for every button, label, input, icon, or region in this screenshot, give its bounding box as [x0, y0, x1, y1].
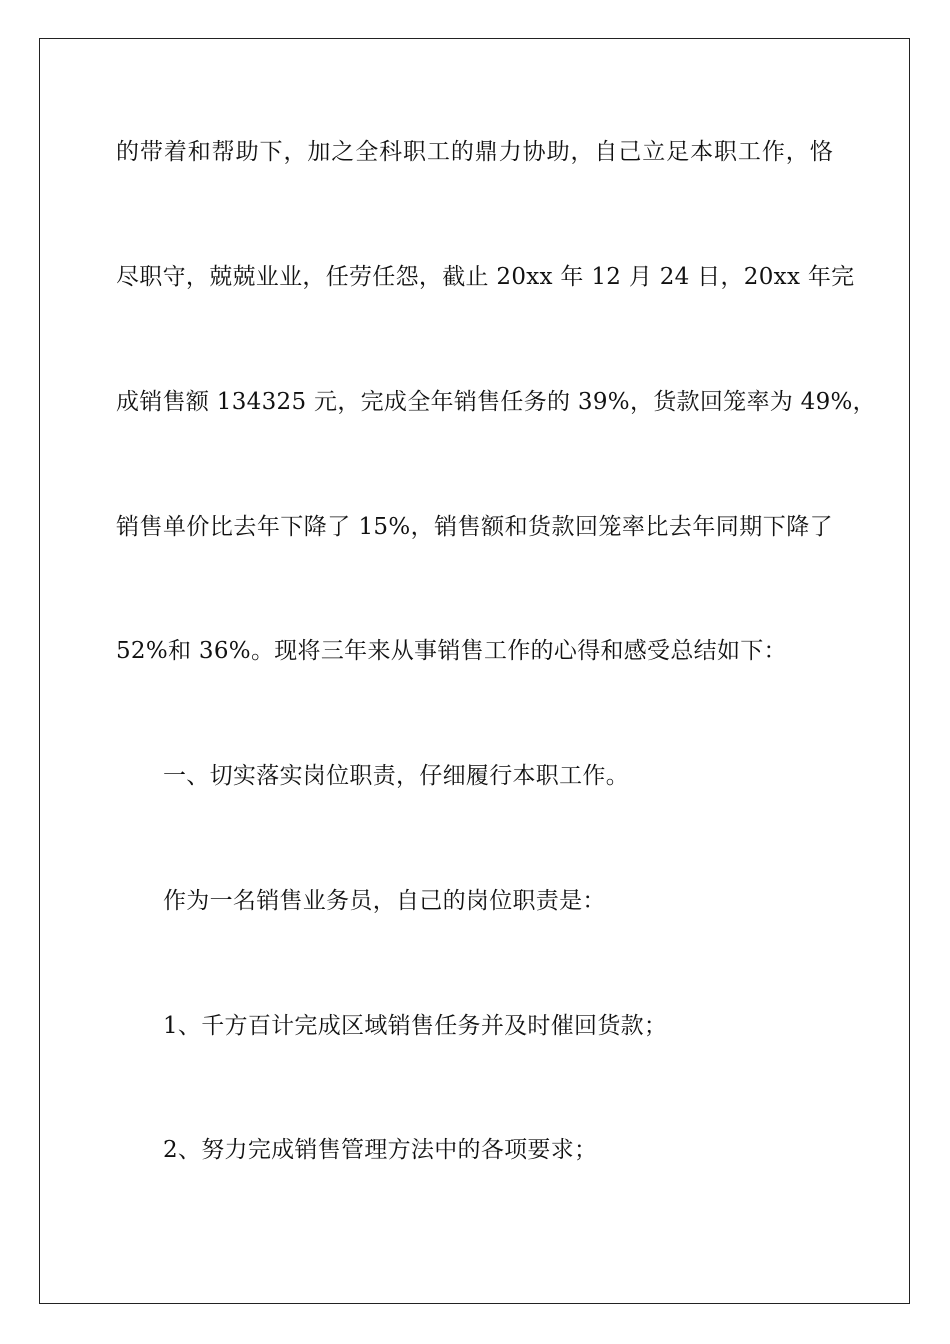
paragraph-text: 作为一名销售业务员，自己的岗位职责是：	[163, 888, 606, 914]
list-item: 2、努力完成销售管理方法中的各项要求；	[163, 1137, 598, 1163]
list-item: 1、千方百计完成区域销售任务并及时催回货款；	[163, 1013, 668, 1039]
body-text-line: 成销售额 134325 元，完成全年销售任务的 39%，货款回笼率为 49%，	[116, 389, 876, 415]
body-text-line: 的带着和帮助下，加之全科职工的鼎力协助，自己立足本职工作，恪	[116, 139, 833, 165]
page-border	[39, 38, 910, 1304]
body-text-line: 销售单价比去年下降了 15%，销售额和货款回笼率比去年同期下降了	[116, 514, 833, 540]
body-text-line: 52%和 36%。现将三年来从事销售工作的心得和感受总结如下：	[116, 638, 787, 664]
body-text-line: 尽职守，兢兢业业，任劳任怨，截止 20xx 年 12 月 24 日，20xx 年完	[116, 264, 855, 290]
section-heading: 一、切实落实岗位职责，仔细履行本职工作。	[163, 763, 629, 789]
